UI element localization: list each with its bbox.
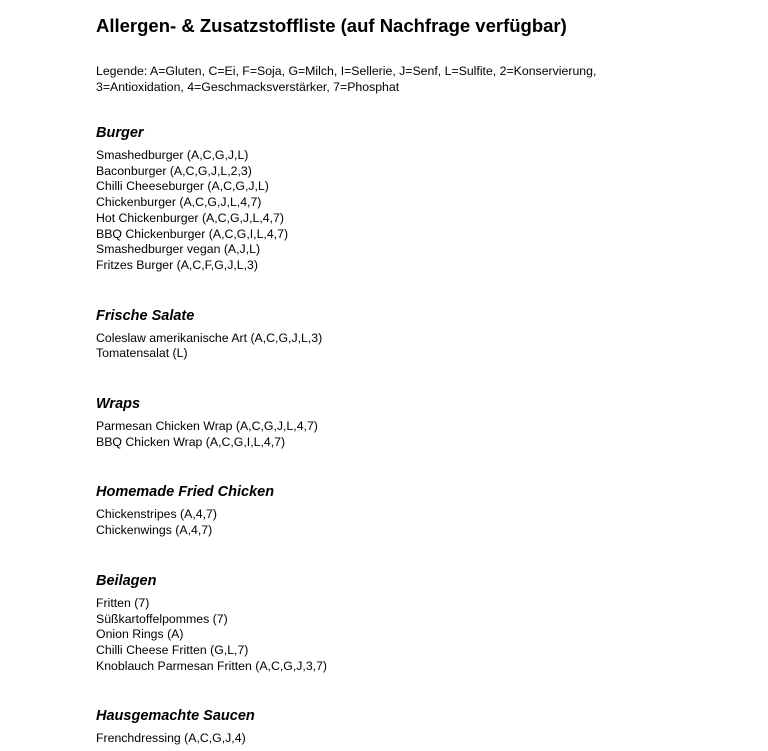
menu-item: Fritzes Burger (A,C,F,G,J,L,3) [96,257,258,272]
menu-item: Frenchdressing (A,C,G,J,4) [96,731,246,746]
section-title: Beilagen [96,572,157,589]
section-title: Hausgemachte Saucen [96,708,255,725]
legend-line-1: Legende: A=Gluten, C=Ei, F=Soja, G=Milch, I=Sellerie, J=Senf, L=Sulfite, 2=Konservierung, [96,64,597,78]
menu-item: Parmesan Chicken Wrap (A,C,G,J,L,4,7) [96,419,318,434]
menu-item: Chickenstripes (A,4,7) [96,507,217,522]
menu-item: Chickenwings (A,4,7) [96,523,213,538]
section-title: Burger [96,125,144,141]
menu-item: BBQ Chicken Wrap (A,C,G,I,L,4,7) [96,434,286,449]
menu-item: Knoblauch Parmesan Fritten (A,C,G,J,3,7) [96,658,328,673]
menu-item: Coleslaw amerikanische Art (A,C,G,J,L,3) [96,330,323,345]
menu-section [96,484,728,538]
section-title: Frische Salate [96,307,195,324]
menu-section [96,573,728,675]
menu-item: Tomatensalat (L) [96,346,188,361]
menu-item: Chilli Cheeseburger (A,C,G,J,L) [96,179,269,194]
menu-item: Hot Chickenburger (A,C,G,J,L,4,7) [96,210,284,225]
menu-item: Chilli Cheese Fritten (G,L,7) [96,642,249,657]
menu-item: Smashedburger (A,C,G,J,L) [96,148,249,162]
legend-line-2: 3=Antioxidation, 4=Geschmacksverstärker, 7=Phosphat [96,80,400,94]
menu-item: Baconburger (A,C,G,J,L,2,3) [96,163,252,178]
menu-section [96,396,728,450]
menu-sections [96,125,728,747]
menu-section [96,708,728,747]
page-title: Allergen- & Zusatzstoffliste (auf Nachfrage verfügbar) [96,15,567,36]
menu-section [96,125,728,274]
menu-item: Süßkartoffelpommes (7) [96,611,228,626]
menu-item: BBQ Chickenburger (A,C,G,I,L,4,7) [96,226,289,241]
document-page [0,15,768,747]
menu-item: Chickenburger (A,C,G,J,L,4,7) [96,195,262,210]
menu-item: Onion Rings (A) [96,627,184,642]
menu-item: Smashedburger vegan (A,J,L) [96,242,261,257]
menu-item: Fritten (7) [96,595,150,610]
section-title: Homemade Fried Chicken [96,484,275,501]
legend [96,63,728,95]
menu-section [96,308,728,362]
section-title: Wraps [96,396,141,413]
